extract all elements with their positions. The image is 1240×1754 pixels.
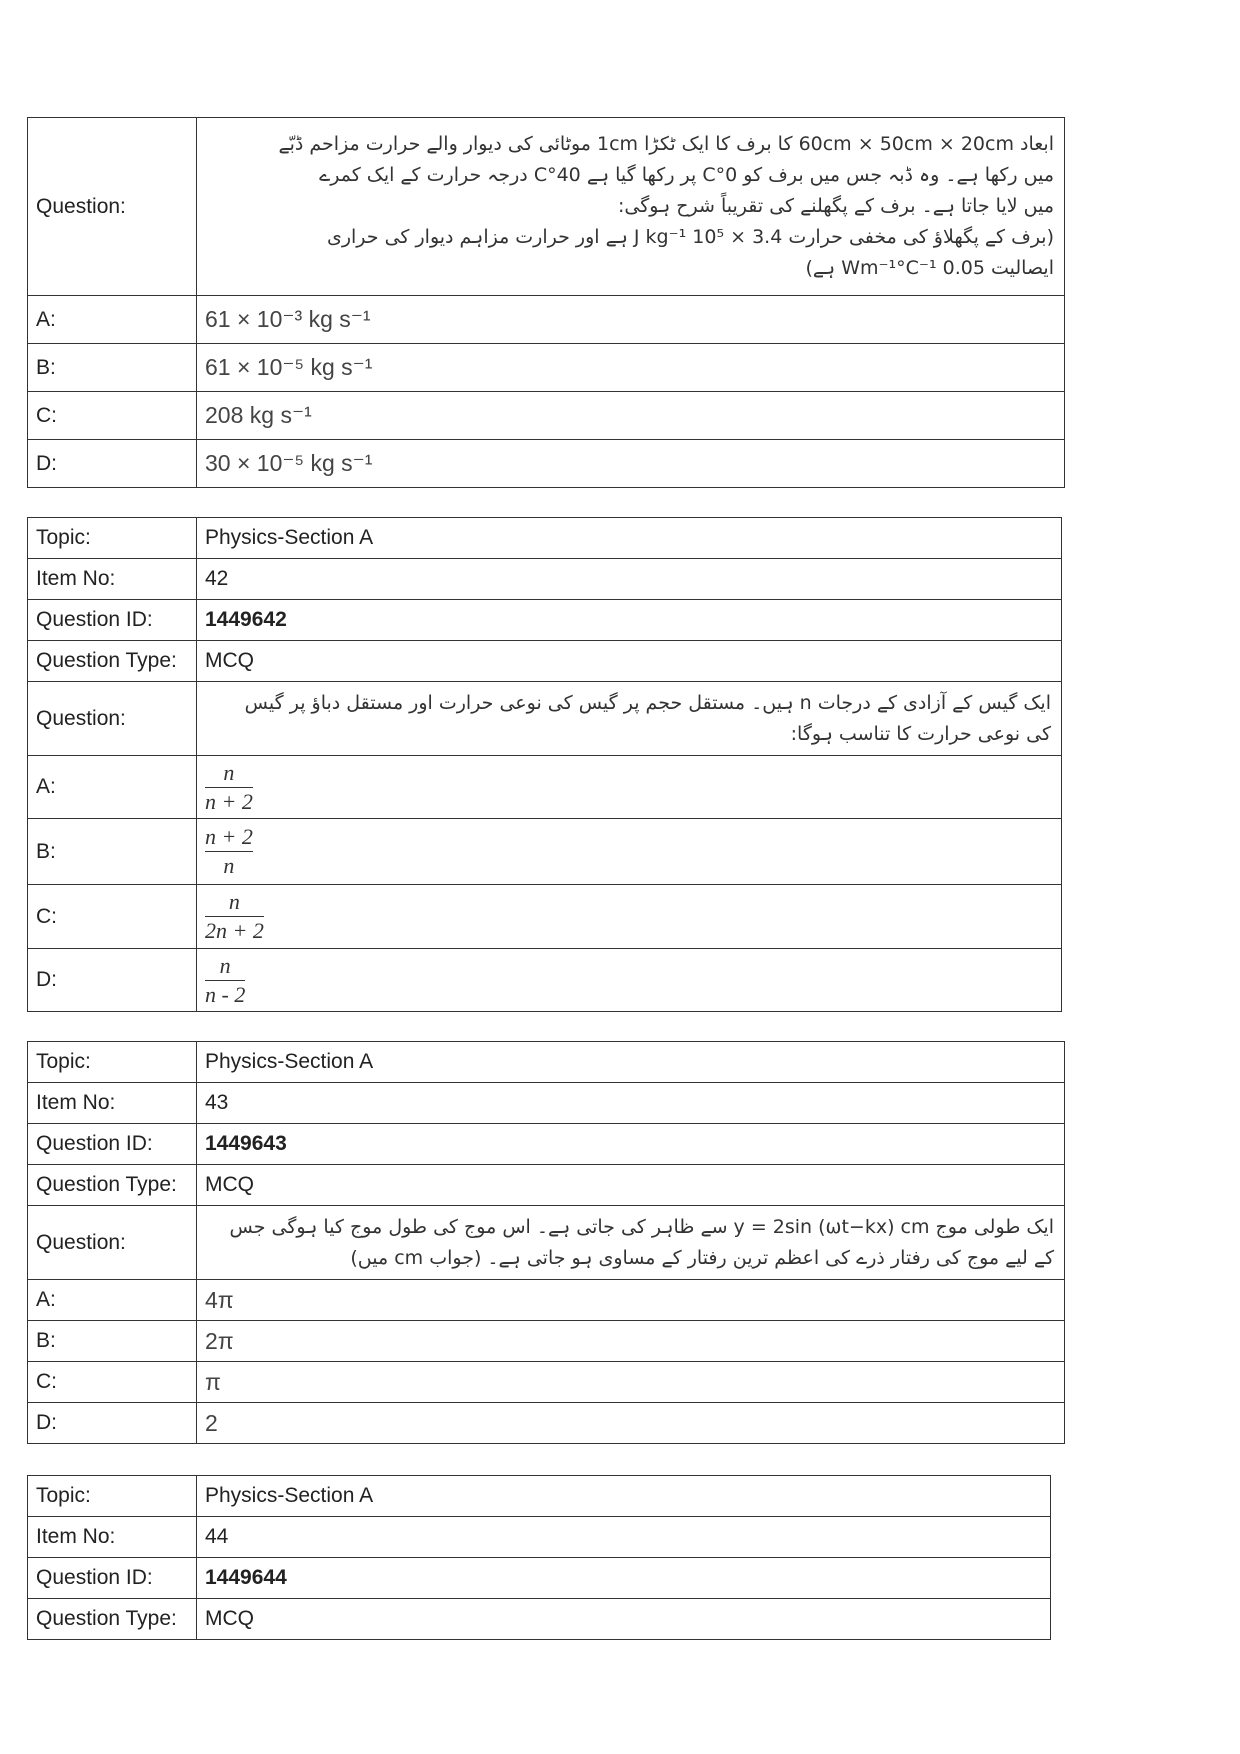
question-line: کے لیے موج کی رفتار ذرے کی اعظم ترین رفتار کے مساوی ہو جاتی ہے۔ (جواب cm میں) [350,1246,1054,1269]
question-type-label: Question Type: [28,1599,197,1640]
question-block-42 [27,517,1062,1012]
question-text [197,1206,1065,1280]
option-d-value: 2 [197,1403,1065,1444]
question-line: ایک گیس کے آزادی کے درجات n ہیں۔ مستقل حجم پر گیس کی نوعی حرارت اور مستقل دباؤ پر گیس [244,691,1051,714]
question-line: ایصالیت 0.05 Wm⁻¹°C⁻¹ ہے) [805,257,1054,279]
numerator: n [228,889,240,914]
option-b-value: 61 × 10⁻⁵ kg s⁻¹ [197,344,1065,392]
question-label: Question: [28,118,197,296]
option-a-label: A: [28,1280,197,1321]
topic-label: Topic: [28,1042,197,1083]
item-no-label: Item No: [28,1083,197,1124]
question-id-label: Question ID: [28,600,197,641]
question-type-value: MCQ [197,1599,1051,1640]
option-d-label: D: [28,1403,197,1444]
option-b-label: B: [28,1321,197,1362]
denominator: n [223,853,235,878]
option-c-value: 208 kg s⁻¹ [197,392,1065,440]
option-b-value [197,819,1062,885]
option-b-value: 2π [197,1321,1065,1362]
question-line: ابعاد 60cm × 50cm × 20cm کا برف کا ایک ٹکڑا 1cm موٹائی کی دیوار والے حرارت مزاحم ڈبّے [278,133,1054,155]
question-line: میں رکھا ہے۔ وہ ڈبہ جس میں برف کو 0°C پر رکھا گیا ہے 40°C درجہ حرارت کے ایک کمرے [319,164,1054,186]
question-text [197,118,1065,296]
fraction [205,761,253,814]
fraction [205,825,253,878]
question-block-41 [27,117,1065,488]
question-id-cell [197,1558,1051,1599]
option-d-label: D: [28,949,197,1012]
question-line: میں لایا جاتا ہے۔ برف کے پگھلنے کی تقریباً شرح ہوگی: [617,195,1054,217]
option-c-label: C: [28,392,197,440]
fraction [205,890,264,943]
item-no-value: 43 [197,1083,1065,1124]
item-no-value: 42 [197,559,1062,600]
question-id-value: 1449643 [205,1132,287,1155]
denominator: 2n + 2 [205,918,264,943]
numerator: n + 2 [205,824,253,849]
denominator: n - 2 [205,981,246,1007]
option-a-value [197,756,1062,819]
question-id-value: 1449644 [205,1566,287,1589]
question-label: Question: [28,682,197,756]
option-c-value: π [197,1362,1065,1403]
item-no-label: Item No: [28,559,197,600]
question-text [197,682,1062,756]
option-b-label: B: [28,344,197,392]
question-block-43 [27,1041,1065,1444]
numerator: n [219,952,231,978]
option-a-value: 4π [197,1280,1065,1321]
option-d-value [197,949,1062,1012]
topic-value: Physics-Section A [197,1042,1065,1083]
denominator: n + 2 [205,788,253,814]
option-a-label: A: [28,296,197,344]
option-c-label: C: [28,1362,197,1403]
question-type-label: Question Type: [28,641,197,682]
question-id-cell [197,1124,1065,1165]
question-line: ایک طولی موج y = 2sin (ωt−kx) cm سے ظاہر کی جاتی ہے۔ اس موج کی طول موج کیا ہوگی جس [229,1215,1054,1238]
question-line: کی نوعی حرارت کا تناسب ہوگا: [790,722,1051,745]
question-id-cell [197,600,1062,641]
fraction [205,954,245,1007]
question-line: (برف کے پگھلاؤ کی مخفی حرارت 3.4 × 10⁵ J kg⁻¹ ہے اور حرارت مزاہم دیوار کی حراری [326,226,1054,248]
option-c-label: C: [28,885,197,949]
option-b-label: B: [28,819,197,885]
question-id-value: 1449642 [205,608,287,631]
question-id-label: Question ID: [28,1558,197,1599]
question-block-44 [27,1475,1051,1640]
topic-label: Topic: [28,1476,197,1517]
item-no-value: 44 [197,1517,1051,1558]
option-c-value [197,885,1062,949]
item-no-label: Item No: [28,1517,197,1558]
question-id-label: Question ID: [28,1124,197,1165]
question-type-label: Question Type: [28,1165,197,1206]
numerator: n [223,759,235,785]
question-type-value: MCQ [197,1165,1065,1206]
question-type-value: MCQ [197,641,1062,682]
option-a-value: 61 × 10⁻³ kg s⁻¹ [197,296,1065,344]
topic-value: Physics-Section A [197,1476,1051,1517]
option-a-label: A: [28,756,197,819]
option-d-value: 30 × 10⁻⁵ kg s⁻¹ [197,440,1065,488]
option-d-label: D: [28,440,197,488]
topic-value: Physics-Section A [197,518,1062,559]
topic-label: Topic: [28,518,197,559]
question-label: Question: [28,1206,197,1280]
